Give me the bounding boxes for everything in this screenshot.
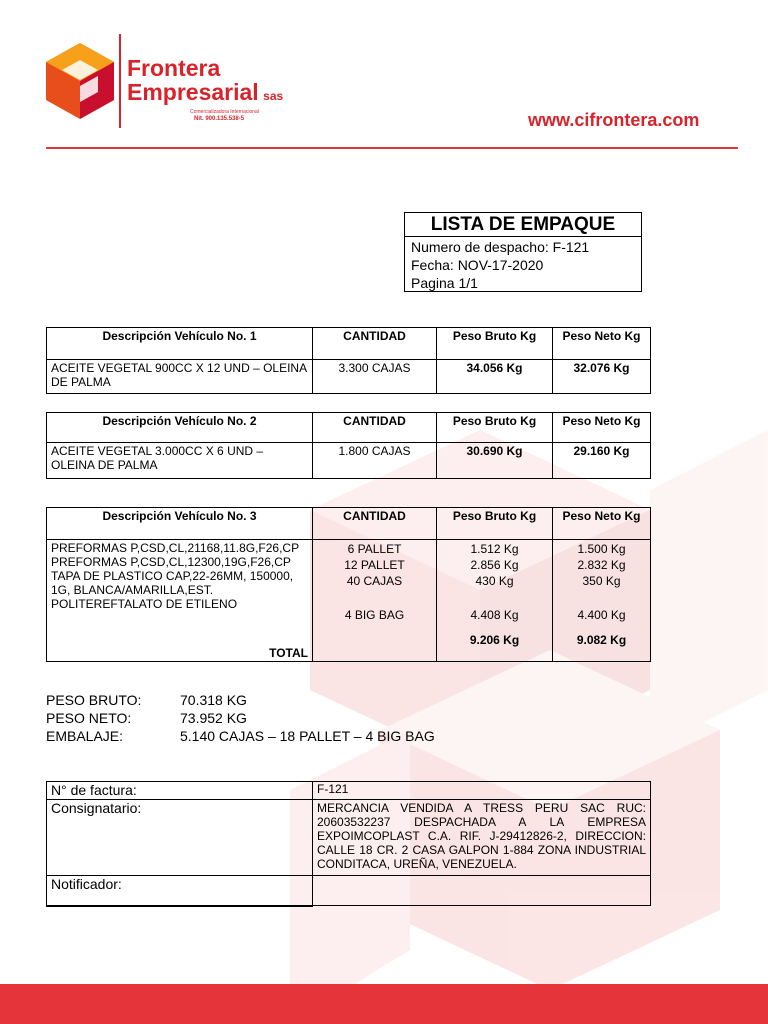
logo-divider bbox=[119, 34, 121, 128]
vehicle-3-gross: 430 Kg bbox=[475, 574, 514, 588]
gross-weight-header: Peso Bruto Kg bbox=[437, 328, 553, 360]
invoice-table bbox=[46, 781, 651, 907]
net-weight-header: Peso Neto Kg bbox=[553, 328, 651, 360]
vehicle-3-description bbox=[47, 540, 313, 632]
vehicle-1-quantity: 3.300 CAJAS bbox=[313, 360, 437, 394]
vehicle-3-total-net: 9.082 Kg bbox=[553, 632, 651, 662]
net-weight-header: Peso Neto Kg bbox=[553, 508, 651, 540]
vehicle-3-net: 1.500 Kg bbox=[577, 542, 626, 556]
vehicle-3-qty: 40 CAJAS bbox=[346, 574, 403, 588]
quantity-header: CANTIDAD bbox=[313, 508, 437, 540]
vehicle-3-quantities bbox=[313, 540, 437, 632]
net-weight-header: Peso Neto Kg bbox=[553, 413, 651, 443]
packing-title: LISTA DE EMPAQUE bbox=[430, 214, 616, 235]
vehicle-2-quantity: 1.800 CAJAS bbox=[313, 443, 437, 479]
brand-name-line2 bbox=[127, 80, 283, 105]
invoice-number-value: F-121 bbox=[313, 782, 651, 800]
vehicle-1-table bbox=[46, 327, 651, 394]
brand-name-line1: Frontera bbox=[127, 55, 221, 81]
vehicle-1-net: 32.076 Kg bbox=[553, 360, 651, 394]
vehicle-3-net: 4.400 Kg bbox=[577, 608, 626, 622]
notifier-label: Notificador: bbox=[47, 876, 313, 906]
vehicle-3-desc-line: TAPA DE PLASTICO CAP,22-26MM, 150000, bbox=[51, 569, 294, 583]
summary-block bbox=[46, 691, 435, 745]
vehicle-1-description: ACEITE VEGETAL 900CC X 12 UND – OLEINA DE PALMA bbox=[47, 360, 313, 394]
brand-tagline: Comercializadora Internacional bbox=[190, 109, 259, 115]
brand-suffix: sas bbox=[263, 89, 284, 103]
packing-total-value: 5.140 CAJAS – 18 PALLET – 4 BIG BAG bbox=[180, 728, 435, 744]
quantity-header: CANTIDAD bbox=[313, 328, 437, 360]
vehicle-3-table bbox=[46, 507, 651, 662]
net-total-label: PESO NETO: bbox=[46, 710, 132, 726]
vehicle-3-net: 2.832 Kg bbox=[577, 558, 626, 572]
vehicle-2-gross: 30.690 Kg bbox=[437, 443, 553, 479]
gross-total-value: 70.318 KG bbox=[180, 692, 247, 708]
net-total-value: 73.952 KG bbox=[180, 710, 247, 726]
vehicle-2-title: Descripción Vehículo No. 2 bbox=[47, 413, 313, 443]
vehicle-2-description: ACEITE VEGETAL 3.000CC X 6 UND – OLEINA DE PALMA bbox=[47, 443, 313, 479]
vehicle-3-net: 350 Kg bbox=[582, 574, 621, 588]
footer-band bbox=[0, 984, 768, 1024]
vehicle-3-gross: 4.408 Kg bbox=[470, 608, 519, 622]
packing-info-box bbox=[404, 236, 642, 292]
website-link[interactable]: www.cifrontera.com bbox=[528, 110, 700, 130]
consignee-label: Consignatario: bbox=[47, 800, 313, 876]
company-logo-icon bbox=[42, 40, 118, 122]
vehicle-3-net-list bbox=[553, 540, 651, 632]
vehicle-2-net: 29.160 Kg bbox=[553, 443, 651, 479]
vehicle-1-gross: 34.056 Kg bbox=[437, 360, 553, 394]
vehicle-1-title: Descripción Vehículo No. 1 bbox=[47, 328, 313, 360]
dispatch-date: Fecha: NOV-17-2020 bbox=[411, 257, 544, 273]
packing-title-box bbox=[404, 212, 642, 237]
vehicle-3-total-qty bbox=[313, 632, 437, 662]
vehicle-3-total-label: TOTAL bbox=[47, 632, 313, 662]
brand-name-main: Empresarial bbox=[127, 79, 259, 105]
vehicle-3-total-gross: 9.206 Kg bbox=[437, 632, 553, 662]
brand-nit: Nit. 900.135.538-5 bbox=[194, 116, 245, 122]
vehicle-3-desc-line: PREFORMAS P,CSD,CL,21168,11.8G,F26,CP bbox=[51, 541, 300, 555]
header-divider bbox=[46, 147, 738, 149]
gross-total-label: PESO BRUTO: bbox=[46, 692, 142, 708]
invoice-number-label: N° de factura: bbox=[47, 782, 313, 800]
quantity-header: CANTIDAD bbox=[313, 413, 437, 443]
vehicle-2-table bbox=[46, 412, 651, 479]
consignee-value: MERCANCIA VENDIDA A TRESS PERU SAC RUC: 20603532237 DESPACHADA A LA EMPRESA EXPOIMCOPLAST C.A. RIF. J-29412826-2, DIRECCION: CALLE 18 CR. 2 CASA GALPON 1-884 ZONA INDUSTRIAL CONDITACA, UREÑA, VENEZUELA. bbox=[313, 800, 651, 876]
page-number: Pagina 1/1 bbox=[411, 275, 478, 291]
gross-weight-header: Peso Bruto Kg bbox=[437, 508, 553, 540]
gross-weight-header: Peso Bruto Kg bbox=[437, 413, 553, 443]
vehicle-3-qty: 4 BIG BAG bbox=[344, 608, 405, 622]
notifier-value bbox=[313, 876, 651, 906]
vehicle-3-qty: 12 PALLET bbox=[344, 558, 405, 572]
packing-total-label: EMBALAJE: bbox=[46, 728, 124, 744]
vehicle-3-gross: 1.512 Kg bbox=[470, 542, 519, 556]
dispatch-number: Numero de despacho: F-121 bbox=[411, 239, 590, 255]
vehicle-3-gross: 2.856 Kg bbox=[470, 558, 519, 572]
vehicle-3-desc-line: POLITEREFTALATO DE ETILENO bbox=[51, 597, 238, 611]
vehicle-3-title: Descripción Vehículo No. 3 bbox=[47, 508, 313, 540]
vehicle-3-gross-list bbox=[437, 540, 553, 632]
vehicle-3-desc-line: 1G, BLANCA/AMARILLA,EST. bbox=[51, 583, 214, 597]
vehicle-3-desc-line: PREFORMAS P,CSD,CL,12300,19G,F26,CP bbox=[51, 555, 291, 569]
vehicle-3-qty: 6 PALLET bbox=[347, 542, 402, 556]
